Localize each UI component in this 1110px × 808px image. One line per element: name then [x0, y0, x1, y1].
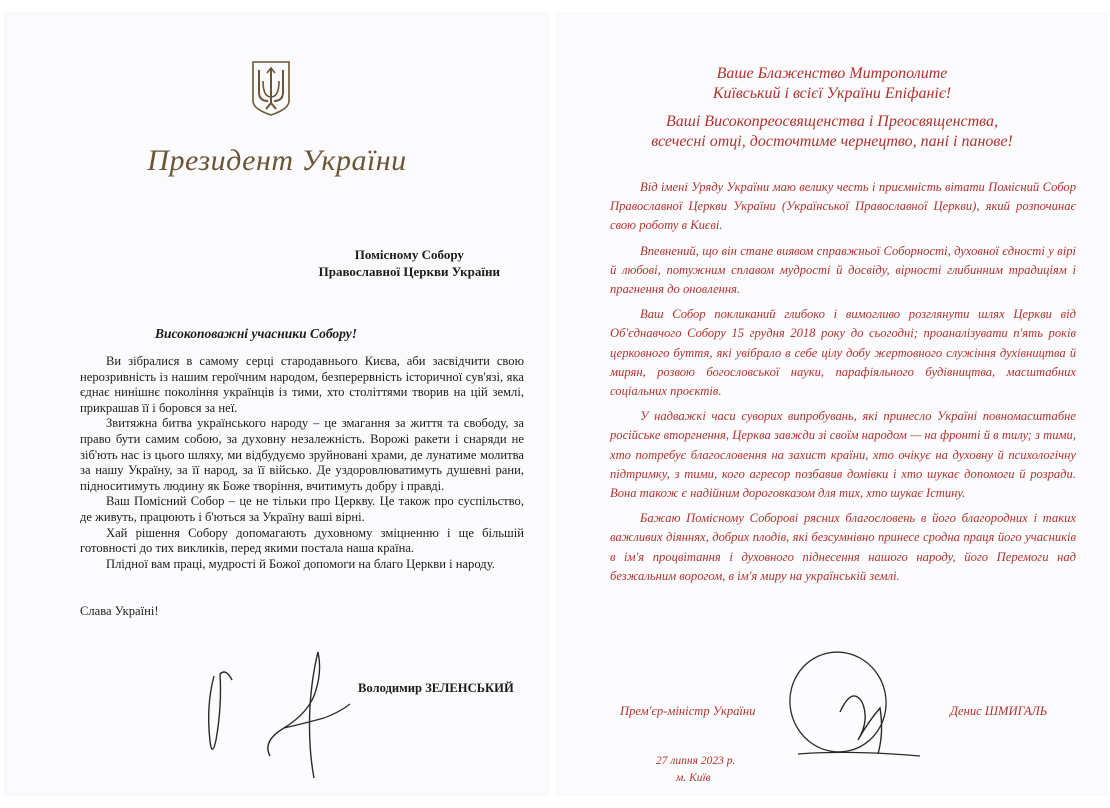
signer-title: Прем'єр-міністр України [620, 704, 756, 718]
salutation: Високоповажні учасники Собору! [155, 326, 357, 341]
letter-body [80, 354, 524, 572]
salutation-line: Ваші Високопреосвященства і Преосвященства, [666, 113, 998, 130]
addressee-line: Православної Церкви України [318, 264, 500, 279]
letter-body [610, 178, 1076, 592]
salutation-metropolitan [558, 64, 1106, 104]
president-letter-page [6, 14, 548, 794]
salutation-clergy [558, 112, 1106, 152]
addressee-block [319, 246, 500, 280]
paragraph: Хай рішення Собору допомагають духовному зміцненню і ще більшій готовності до тих викликів, перед якими постала наша країна. [80, 525, 524, 556]
paragraph: Плідної вам праці, мудрості й Божої допомоги на благо Церкви і народу. [106, 556, 495, 571]
prime-minister-signature-icon [780, 642, 930, 772]
paragraph: Звитяжна битва українського народу – це змагання за життя та свободу, за право бути самим собою, за духовну незалежність. Ворожі ракети і снаряди не зіб'ють нас із цього шляху, ми відбудуємо зруйновані храми, де лунатиме молитва за нашу Україну, за її народ, за її військо. Де уздоровлюватимуть душевні рани, підноситимуть людину як Боже творіння, вчитимуть добру і правді. [80, 416, 524, 493]
addressee-line: Помісному Собору [354, 247, 464, 262]
salutation-line: Ваше Блаженство Митрополите [716, 65, 948, 82]
letter-place: м. Київ [676, 772, 711, 784]
president-signature-icon [192, 646, 362, 786]
paragraph: Від імені Уряду України маю велику честь і приємність вітати Помісний Собор Православної Церкви України (Української Православної Церкви), який розпочинає свою роботу в Києві. [610, 180, 1076, 233]
letter-date: 27 липня 2023 р. [656, 755, 736, 767]
salutation-line: Київський і всієї України Епіфаніє! [712, 85, 952, 102]
president-header-title: Президент України [147, 144, 407, 177]
paragraph: У надважкі часи суворих випробувань, які принесло Україні повномасштабне російське вторгнення, Церква завжди зі своїм народом — на фронті й в тилу; з тими, хто потребує благословення на захист країни, хто очікує на духовну й психологічну підтримку, з тими, кого агресор позбавив домівки і хто шукає допомоги й розради. Вона також є надійним дороговказом для тих, хто шукає Істину. [610, 409, 1076, 501]
closing-phrase: Слава Україні! [80, 604, 159, 618]
paragraph: Ви зібралися в самому серці стародавнього Києва, аби засвідчити свою нерозривність із нашим героїчним народом, безперервність історичної сув'язі, яка єднає нинішнє покоління українців із тими, хто століттями творив на цій землі, прикрашав її і боровся за неї. [80, 354, 524, 415]
paragraph: Ваш Собор покликаний глибоко і вимогливо розглянути шлях Церкви від Об'єднавчого Собору 15 грудня 2018 року до сьогодні; проаналізувати п'ять років церковного буття, які увібрало в себе цілу добу жертовного служіння духівництва й мирян, розвою богословської науки, парафіяльного будівництва, масштабних соціальних проєктів. [610, 307, 1076, 399]
salutation-line: всечесні отці, досточтиме чернецтво, пані і панове! [651, 133, 1013, 150]
paragraph: Бажаю Помісному Соборові рясних благословень в його благородних і таких важливих діяннях, добрих плодів, які безсумнівно принесе сродна праця його учасників в ім'я процвітання і духовного піднесення нашого народу, його Перемоги над безжальним ворогом, в ім'я миру на українській землі. [610, 511, 1076, 583]
prime-minister-signer-name: Денис ШМИГАЛЬ [950, 704, 1048, 718]
prime-minister-letter-page [558, 14, 1106, 794]
paragraph: Впевнений, що він стане виявом справжньої Соборності, духовної єдності у вірі й любові, потужним сплавом мудрості й досвіду, вірності глибинним традиціям і прагнення до оновлення. [610, 243, 1076, 297]
trident-coat-of-arms-icon [250, 59, 292, 117]
paragraph: Ваш Помісний Собор – це не тільки про Церкву. Це також про суспільство, де живуть, працюють і б'ються за Україну ваші вірні. [80, 494, 524, 524]
president-signer-name: Володимир ЗЕЛЕНСЬКИЙ [358, 681, 514, 695]
